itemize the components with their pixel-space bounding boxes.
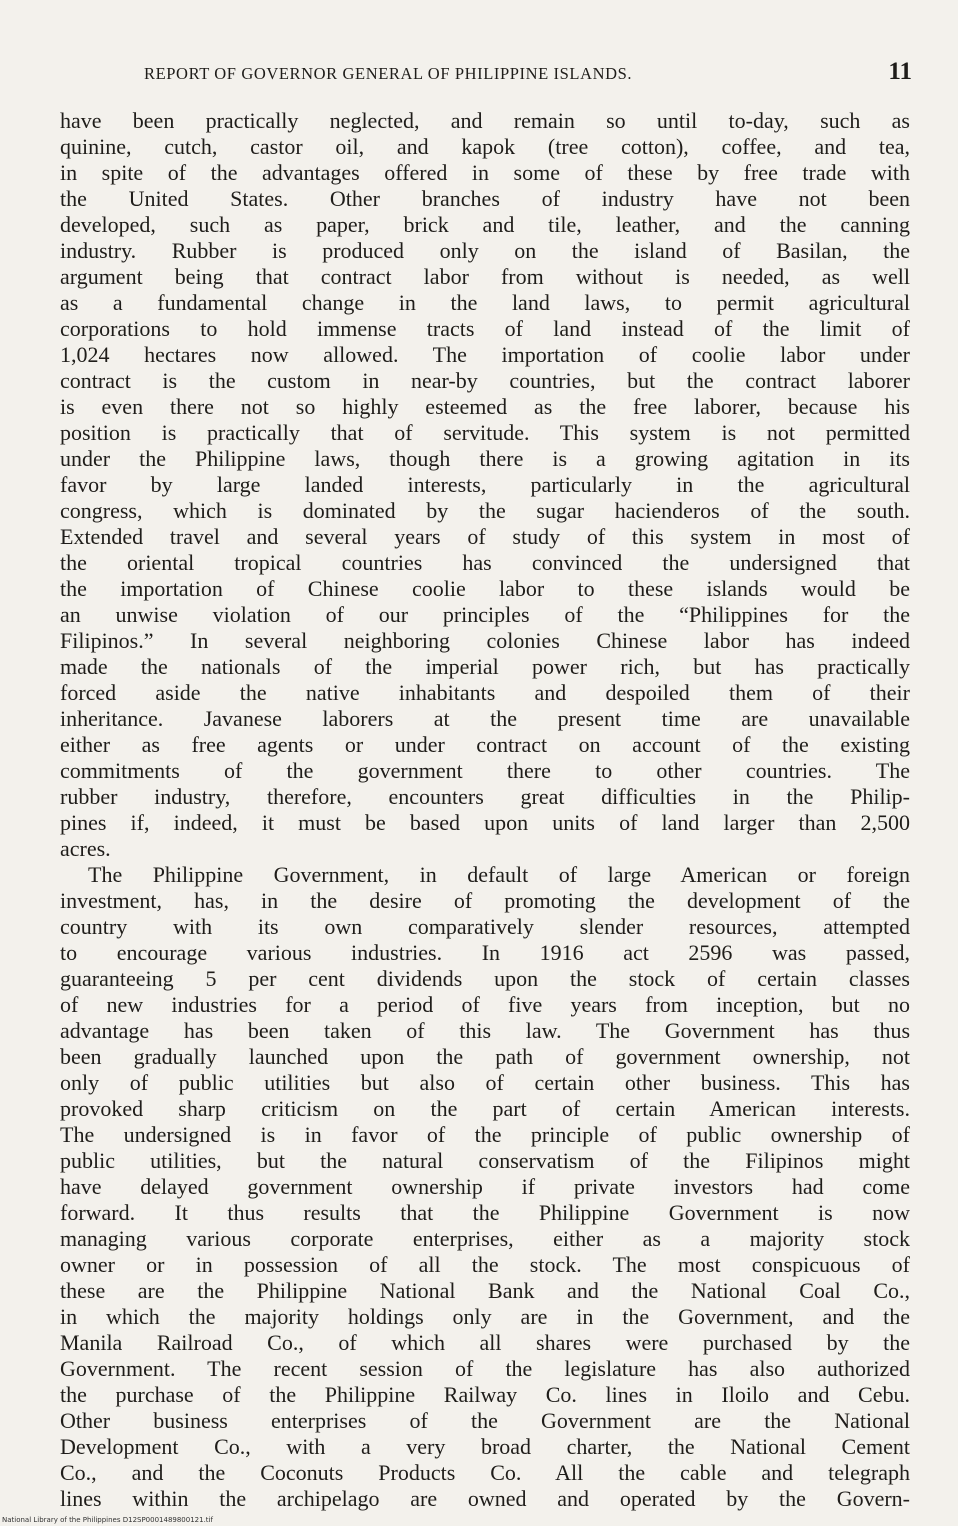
text-line: position is practically that of servitude. This system is not permitted <box>60 420 910 445</box>
text-line: of new industries for a period of five years from inception, but no <box>60 992 910 1017</box>
text-line: managing various corporate enterprises, either as a majority stock <box>60 1226 910 1251</box>
text-line: owner or in possession of all the stock. The most conspicuous of <box>60 1252 910 1277</box>
text-line: favor by large landed interests, particularly in the agricultural <box>60 472 910 497</box>
text-line: The Philippine Government, in default of large American or foreign <box>88 862 910 887</box>
text-line: in spite of the advantages offered in some of these by free trade with <box>60 160 910 185</box>
text-line: an unwise violation of our principles of the “Philippines for the <box>60 602 910 627</box>
text-line: guaranteeing 5 per cent dividends upon the stock of certain classes <box>60 966 910 991</box>
text-line: country with its own comparatively slender resources, attempted <box>60 914 910 939</box>
text-line: Development Co., with a very broad charter, the National Cement <box>60 1434 910 1459</box>
text-line: 1,024 hectares now allowed. The importation of coolie labor under <box>60 342 910 367</box>
text-line: investment, has, in the desire of promoting the development of the <box>60 888 910 913</box>
text-line: to encourage various industries. In 1916 act 2596 was passed, <box>60 940 910 965</box>
page-header <box>60 58 912 90</box>
text-line: contract is the custom in near-by countries, but the contract laborer <box>60 368 910 393</box>
text-line: public utilities, but the natural conservatism of the Filipinos might <box>60 1148 910 1173</box>
text-line: have delayed government ownership if private investors had come <box>60 1174 910 1199</box>
running-title: REPORT OF GOVERNOR GENERAL OF PHILIPPINE ISLANDS. <box>144 64 633 83</box>
text-line: developed, such as paper, brick and tile, leather, and the canning <box>60 212 910 237</box>
text-line: either as free agents or under contract on account of the existing <box>60 732 910 757</box>
text-line: the importation of Chinese coolie labor to these islands would be <box>60 576 910 601</box>
text-line: Manila Railroad Co., of which all shares were purchased by the <box>60 1330 910 1355</box>
text-line: The undersigned is in favor of the principle of public ownership of <box>60 1122 910 1147</box>
text-line: under the Philippine laws, though there is a growing agitation in its <box>60 446 910 471</box>
text-line: Co., and the Coconuts Products Co. All the cable and telegraph <box>60 1460 910 1485</box>
text-line: Government. The recent session of the legislature has also authorized <box>60 1356 910 1381</box>
text-line: been gradually launched upon the path of government ownership, not <box>60 1044 910 1069</box>
text-line: commitments of the government there to other countries. The <box>60 758 910 783</box>
text-line: advantage has been taken of this law. The Government has thus <box>60 1018 910 1043</box>
text-line: these are the Philippine National Bank and the National Coal Co., <box>60 1278 910 1303</box>
text-line: the United States. Other branches of industry have not been <box>60 186 910 211</box>
text-line: Filipinos.” In several neighboring colonies Chinese labor has indeed <box>60 628 910 653</box>
scan-footer: National Library of the Philippines D12SP0001489800121.tif <box>2 1516 213 1524</box>
text-line: inheritance. Javanese laborers at the present time are unavailable <box>60 706 910 731</box>
text-line: in which the majority holdings only are in the Government, and the <box>60 1304 910 1329</box>
text-line: pines if, indeed, it must be based upon units of land larger than 2,500 <box>60 810 910 835</box>
text-line: Extended travel and several years of study of this system in most of <box>60 524 910 549</box>
text-line: made the nationals of the imperial power rich, but has practically <box>60 654 910 679</box>
body-text <box>60 108 910 1512</box>
page-number: 11 <box>888 58 912 85</box>
text-line: acres. <box>60 836 111 861</box>
text-line: Other business enterprises of the Government are the National <box>60 1408 910 1433</box>
text-line: argument being that contract labor from without is needed, as well <box>60 264 910 289</box>
text-line: congress, which is dominated by the sugar hacienderos of the south. <box>60 498 910 523</box>
text-line: only of public utilities but also of certain other business. This has <box>60 1070 910 1095</box>
text-line: lines within the archipelago are owned and operated by the Govern- <box>60 1486 910 1511</box>
text-line: quinine, cutch, castor oil, and kapok (tree cotton), coffee, and tea, <box>60 134 910 159</box>
text-line: rubber industry, therefore, encounters great difficulties in the Philip- <box>60 784 910 809</box>
text-line: industry. Rubber is produced only on the island of Basilan, the <box>60 238 910 263</box>
text-line: the oriental tropical countries has convinced the undersigned that <box>60 550 910 575</box>
text-line: the purchase of the Philippine Railway Co. lines in Iloilo and Cebu. <box>60 1382 910 1407</box>
text-line: corporations to hold immense tracts of land instead of the limit of <box>60 316 910 341</box>
text-line: as a fundamental change in the land laws, to permit agricultural <box>60 290 910 315</box>
text-line: provoked sharp criticism on the part of certain American interests. <box>60 1096 910 1121</box>
text-line: have been practically neglected, and remain so until to-day, such as <box>60 108 910 133</box>
text-line: forward. It thus results that the Philippine Government is now <box>60 1200 910 1225</box>
text-line: forced aside the native inhabitants and despoiled them of their <box>60 680 910 705</box>
text-line: is even there not so highly esteemed as the free laborer, because his <box>60 394 910 419</box>
